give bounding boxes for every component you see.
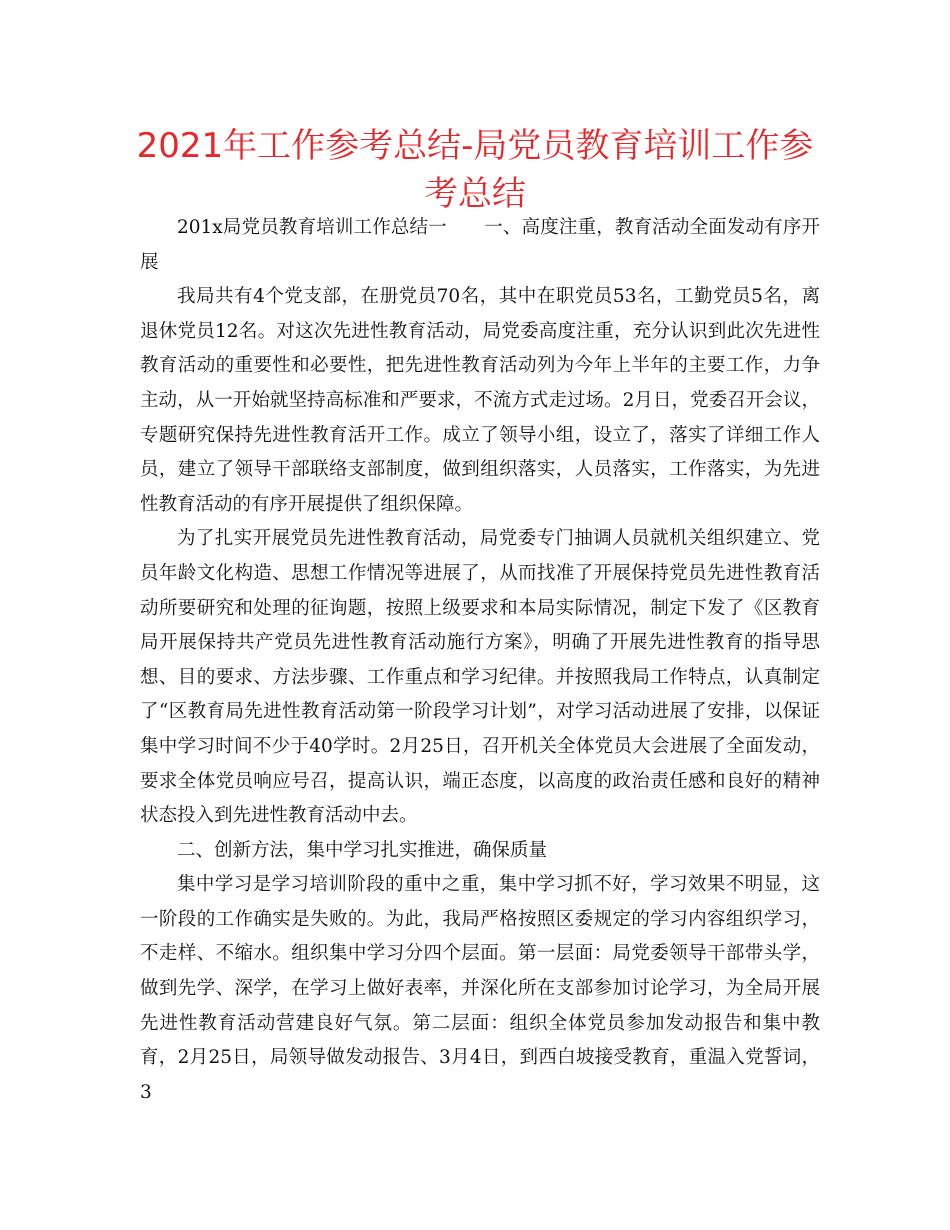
document-body [140,211,820,1110]
document-title: 2021年工作参考总结-局党员教育培训工作参考总结 [136,126,814,214]
paragraph: 为了扎实开展党员先进性教育活动，局党委专门抽调人员就机关组织建立、党员年龄文化构造、思想工作情况等进展了，从而找准了开展保持党员先进性教育活动所要研究和处理的征询题，按照上级要求和本局实际情况，制定下发了《区教育局开展保持共产党员先进性教育活动施行方案》，明确了开展先进性教育的指导思想、目的要求、方法步骤、工作重点和学习纪律。并按照我局工作特点，认真制定了“区教育局先进性教育活动第一阶段学习计划”，对学习活动进展了安排，以保证集中学习时间不少于40学时。2月25日，召开机关全体党员大会进展了全面发动，要求全体党员响应号召，提高认识，端正态度，以高度的政治责任感和良好的精神状态投入到先进性教育活动中去。 [140,528,820,827]
paragraph: 201x局党员教育培训工作总结一 一、高度注重，教育活动全面发动有序开展 [140,217,820,273]
paragraph: 我局共有4个党支部，在册党员70名，其中在职党员53名，工勤党员5名，离退休党员12名。对这次先进性教育活动，局党委高度注重，充分认识到此次先进性教育活动的重要性和必要性，把先进性教育活动列为今年上半年的主要工作，力争主动，从一开始就坚持高标准和严要求，不流方式走过场。2月日，党委召开会议，专题研究保持先进性教育活开工作。成立了领导小组，设立了，落实了详细工作人员，建立了领导干部联络支部制度，做到组织落实，人员落实，工作落实，为先进性教育活动的有序开展提供了组织保障。 [140,286,820,515]
paragraph: 集中学习是学习培训阶段的重中之重，集中学习抓不好，学习效果不明显，这一阶段的工作确实是失败的。为此，我局严格按照区委规定的学习内容组织学习，不走样、不缩水。组织集中学习分四个层面。第一层面：局党委领导干部带头学，做到先学、深学，在学习上做好表率，并深化所在支部参加讨论学习，为全局开展先进性教育活动营建良好气氛。第二层面：组织全体党员参加发动报告和集中教育，2月25日，局领导做发动报告、3月4日，到西白坡接受教育，重温入党誓词，3 [140,874,820,1103]
section-heading: 二、创新方法，集中学习扎实推进，确保质量 [177,839,548,861]
